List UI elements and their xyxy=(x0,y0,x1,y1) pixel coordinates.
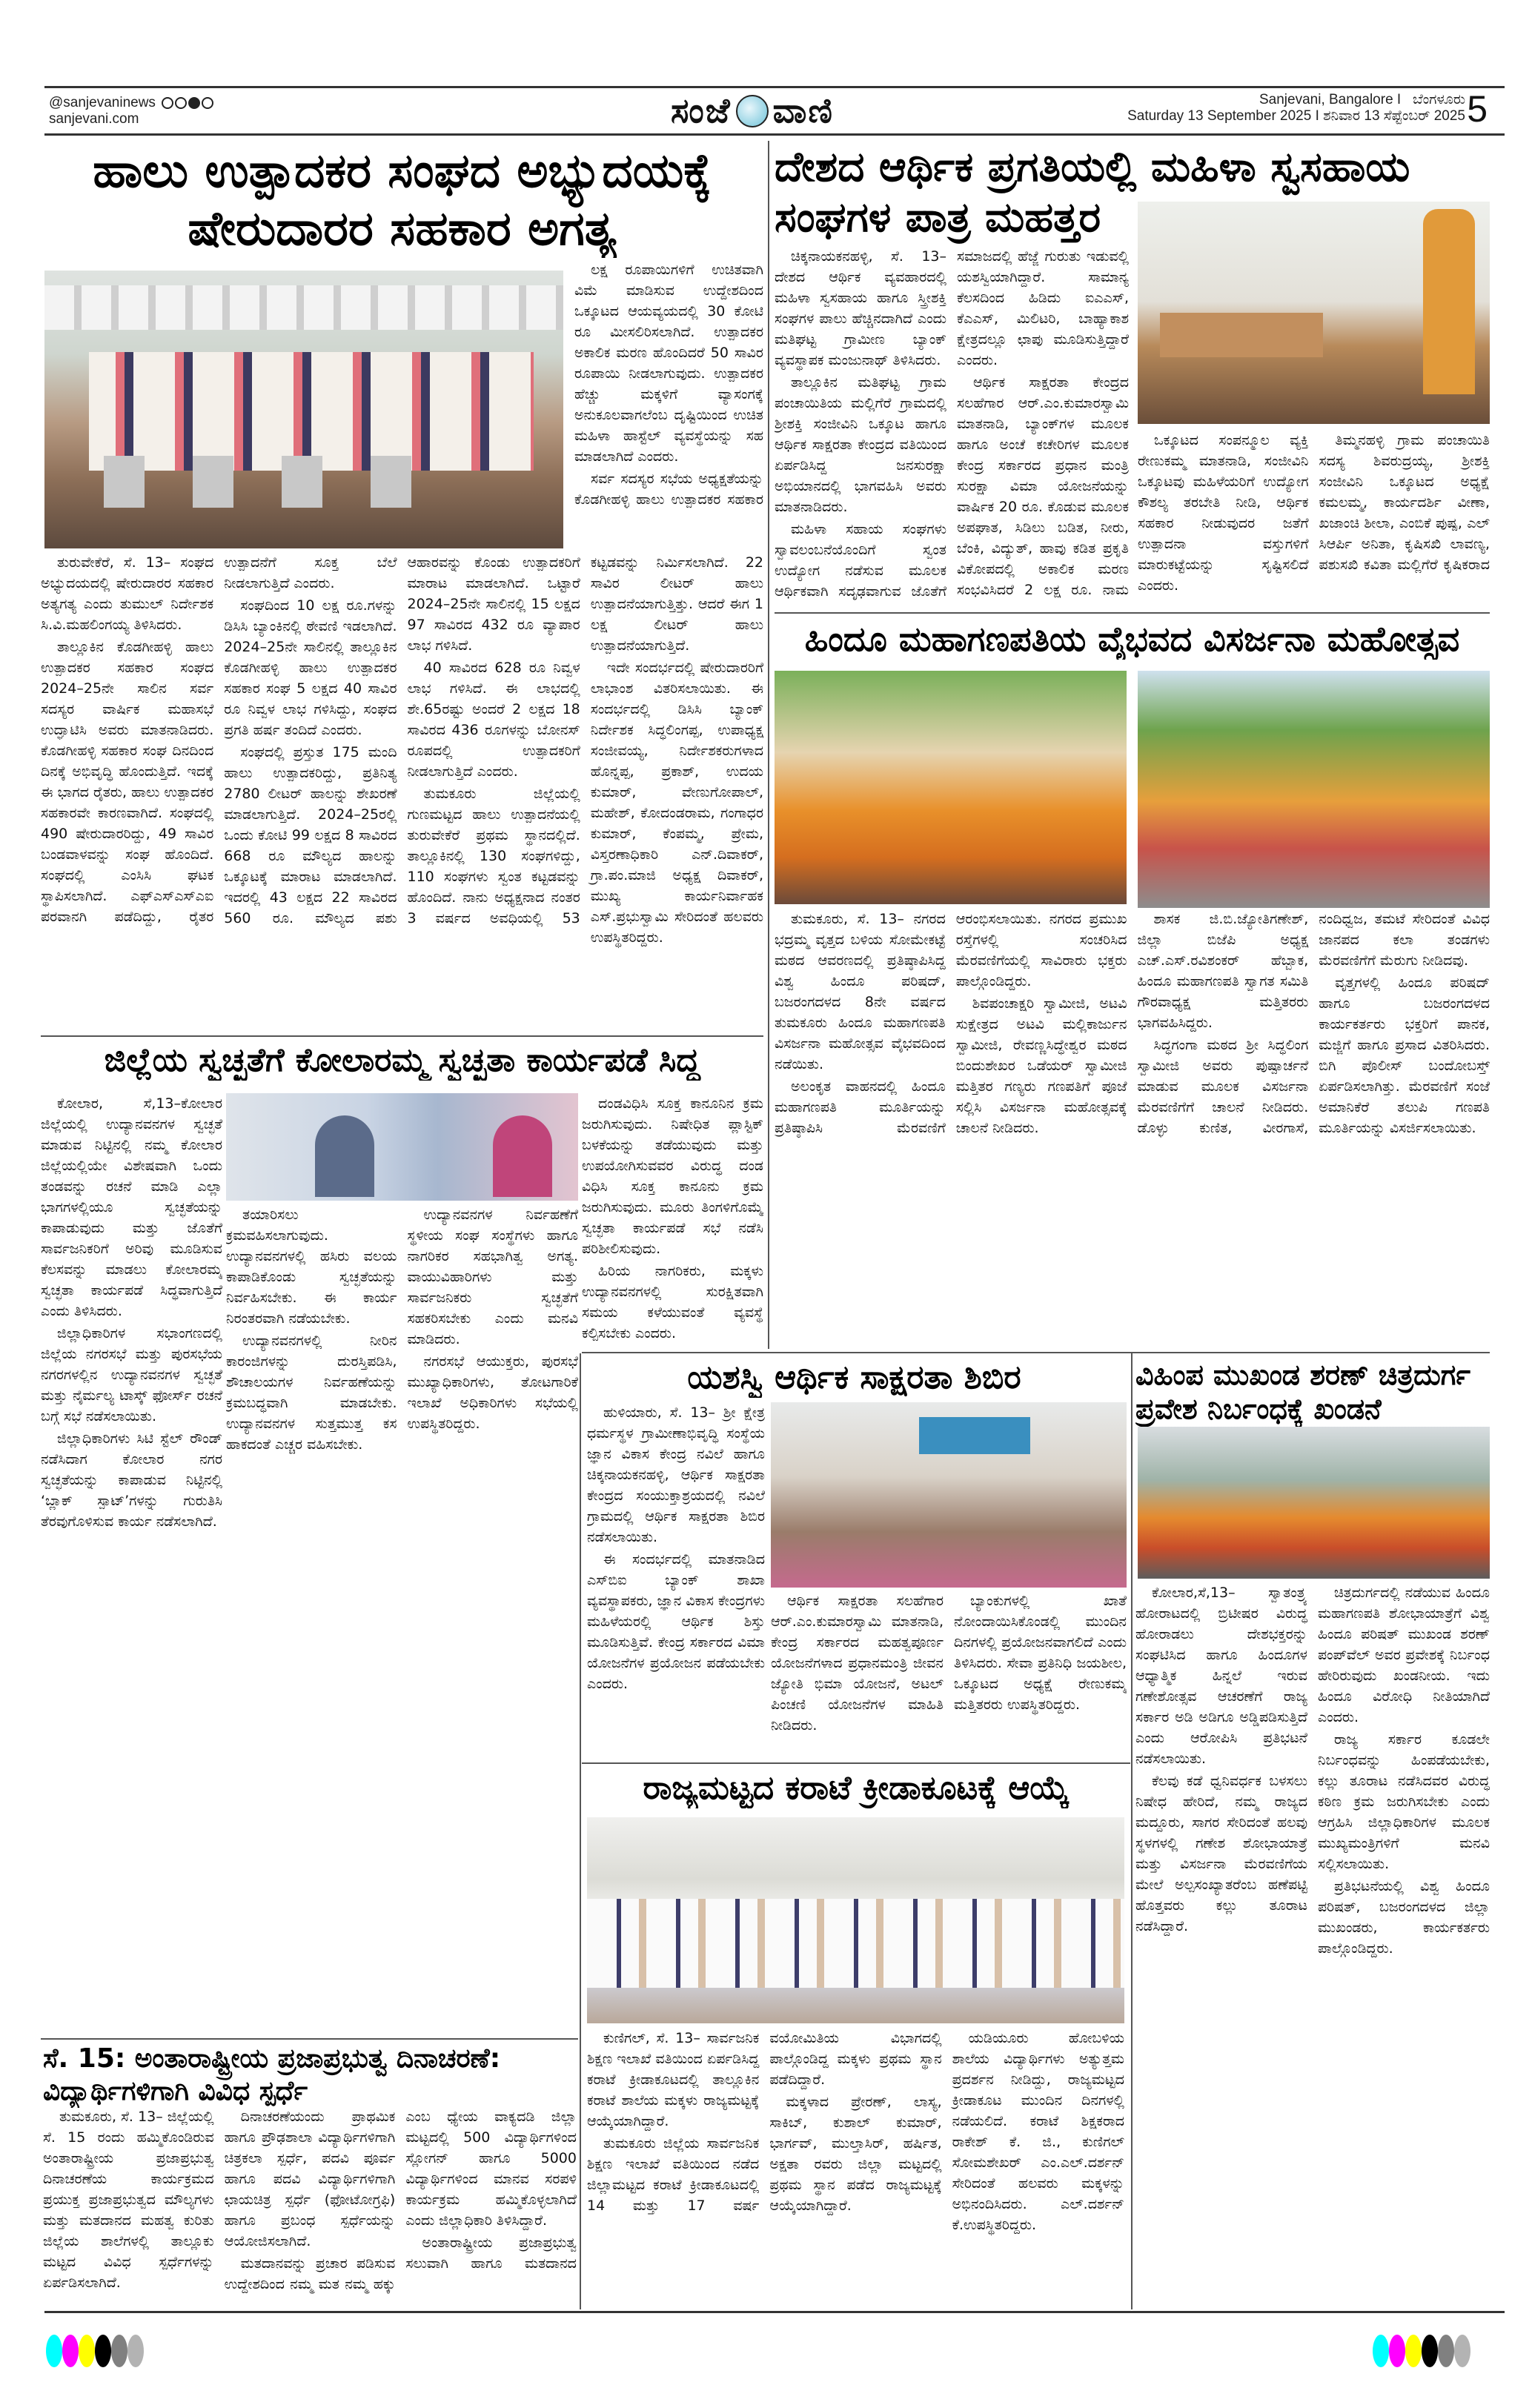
paragraph: ಮತದಾನವನ್ನು ಪ್ರಚಾರ ಪಡಿಸುವ ಉದ್ದೇಶದಿಂದ ನಮ್ಮ ಮತ ನಮ್ಮ ಹಕ್ಕು ಎಂಬ ಧ್ಯೇಯ ವಾಕ್ಯದಡಿ ಜಿಲ್ಲಾ ಮಟ್ಟದಲ್ಲಿ 500 ವಿದ್ಯಾರ್ಥಿಗಳಿಂದ ಸ್ಲೋಗನ್ ಹಾಗೂ 5000 ವಿದ್ಯಾರ್ಥಿಗಳಿಂದ ಮಾನವ ಸರಪಳಿ ಕಾರ್ಯಕ್ರಮ ಹಮ್ಮಿಕೊಳ್ಳಲಾಗಿದೆ ಎಂದು ಜಿಲ್ಲಾಧಿಕಾರಿ ತಿಳಿಸಿದ್ದಾರೆ. xyxy=(224,2109,577,2292)
registration-dot xyxy=(1373,2335,1389,2367)
paragraph: ಜಿಲ್ಲಾಧಿಕಾರಿಗಳ ಸಭಾಂಗಣದಲ್ಲಿ ಜಿಲ್ಲೆಯ ನಗರಸಭೆ ಮತ್ತು ಪುರಸಭೆಯ ನಗರಗಳಲ್ಲಿನ ಉದ್ಯಾನವನಗಳ ಸ್ವಚ್ಛತೆ ಮತ್ತು ನೈರ್ಮಲ್ಯ ಟಾಸ್ಕ್ ಫೋರ್ಸ್ ರಚನೆ ಬಗ್ಗೆ ಸಭೆ ನಡೆಸಲಾಯಿತು. xyxy=(41,1325,222,1424)
registration-dot xyxy=(127,2335,144,2367)
paragraph: ಉದ್ಯಾನವನಗಳ ನಿರ್ವಹಣೆಗೆ ಸ್ಥಳೀಯ ಸಂಘ ಸಂಸ್ಥೆಗಳು ಹಾಗೂ ನಾಗರಿಕರ ಸಹಭಾಗಿತ್ವ ಅಗತ್ಯ. ವಾಯುವಿಹಾರಿಗಳು ಮತ್ತು ಸಾರ್ವಜನಿಕರು ಸ್ವಚ್ಛತೆಗೆ ಸಹಕರಿಸಬೇಕು ಎಂದು ಮನವಿ ಮಾಡಿದರು. xyxy=(407,1207,578,1347)
paragraph: ಕುಣಿಗಲ್, ಸೆ. 13– ಸಾರ್ವಜನಿಕ ಶಿಕ್ಷಣ ಇಲಾಖೆ ವತಿಯಿಂದ ಏರ್ಪಡಿಸಿದ್ದ ಕರಾಟೆ ಕ್ರೀಡಾಕೂಟದಲ್ಲಿ ತಾಲ್ಲೂಕಿನ ಕರಾಟೆ ಶಾಲೆಯ ಮಕ್ಕಳು ರಾಜ್ಯಮಟ್ಟಕ್ಕೆ ಆಯ್ಕೆಯಾಗಿದ್ದಾರೆ. xyxy=(587,2030,760,2129)
column-divider xyxy=(580,1353,581,2309)
social-handle[interactable]: @sanjevaninews xyxy=(49,95,156,110)
kolar-clean-col2 xyxy=(226,1204,578,2034)
paragraph: ಅಂತಾರಾಷ್ಟ್ರೀಯ ಪ್ರಜಾಪ್ರಭುತ್ವ ಸಲುವಾಗಿ ಹಾಗೂ ಮತದಾನದ xyxy=(405,2235,577,2272)
paragraph: ಕೋಲಾರ,ಸೆ,13– ಸ್ವಾತಂತ್ರ್ಯ ಹೋರಾಟದಲ್ಲಿ ಬ್ರಿಟೀಷರ ವಿರುದ್ಧ ಹೋರಾಡಲು ದೇಶಭಕ್ತರನ್ನು ಸಂಘಟಿಸಿದ ಹಾಗೂ ಹಿಂದೂಗಳ ಆಧ್ಯಾತ್ಮಿಕ ಹಿನ್ನಲೆ ಇರುವ ಗಣೇಶೋತ್ಸವ ಆಚರಣೆಗೆ ರಾಜ್ಯ ಸರ್ಕಾರ ಅಡಿ ಅಡಿಗೂ ಅಡ್ಡಿಪಡಿಸುತ್ತಿದೆ ಎಂದು ಆರೋಪಿಸಿ ಪ್ರತಿಭಟನೆ ನಡೆಸಲಾಯಿತು. xyxy=(1135,1585,1307,1767)
section-divider xyxy=(41,2038,578,2040)
section-divider xyxy=(775,612,1490,614)
milk-side-text xyxy=(574,259,763,548)
paragraph: ತುಮಕೂರು ಜಿಲ್ಲೆಯ ಸಾರ್ವಜನಿಕ ಶಿಕ್ಷಣ ಇಲಾಖೆ ವತಿಯಿಂದ ನಡೆದ ಜಿಲ್ಲಾಮಟ್ಟದ ಕರಾಟೆ ಕ್ರೀಡಾಕೂಟದಲ್ಲಿ 14 ಮತ್ತು 17 ವರ್ಷ ವಯೋಮಿತಿಯ ವಿಭಾಗದಲ್ಲಿ ಪಾಲ್ಗೊಂಡಿದ್ದ ಮಕ್ಕಳು ಪ್ರಥಮ ಸ್ಥಾನ ಪಡೆದಿದ್ದಾರೆ. xyxy=(587,2030,942,2214)
paragraph: ಹಿರಿಯ ನಾಗರಿಕರು, ಮಕ್ಕಳು ಉದ್ಯಾನವನಗಳಲ್ಲಿ ಸುರಕ್ಷಿತವಾಗಿ ಸಮಯ ಕಳೆಯುವಂತೆ ವ್ಯವಸ್ಥೆ ಕಲ್ಪಿಸಬೇಕು ಎಂದರು. xyxy=(582,1263,763,1341)
photo-ganapati-pooja xyxy=(775,671,1127,904)
headline-line: ವಿದ್ಯಾರ್ಥಿಗಳಿಗಾಗಿ ವಿವಿಧ ಸ್ಪರ್ಧೆ xyxy=(43,2075,308,2106)
facebook-icon[interactable] xyxy=(162,97,173,109)
literacy-body-text xyxy=(587,1402,765,1762)
kolar-clean-col1 xyxy=(41,1093,222,2034)
photo-vhp-protest xyxy=(1138,1427,1490,1579)
shg-side-text xyxy=(1138,430,1490,608)
paragraph: ಸರ್ವ ಸದಸ್ಯರ ಸಭೆಯ ಅಧ್ಯಕ್ಷತೆಯನ್ನು ಕೊಡಗೀಹಳ್ಳಿ ಹಾಲು ಉತ್ಪಾದಕರ ಸಹಕಾರ xyxy=(574,471,763,508)
paragraph: ಸಿದ್ಧಗಂಗಾ ಮಠದ ಶ್ರೀ ಸಿದ್ಧಲಿಂಗ ಸ್ವಾಮೀಜಿ ಅವರು ಪುಷ್ಪಾರ್ಚನೆ ಮಾಡುವ ಮೂಲಕ ವಿಸರ್ಜನಾ ಮೆರವಣಿಗೆಗೆ ಚಾಲನೆ ನೀಡಿದರು. ಡೊಳ್ಳು ಕುಣಿತ, ವೀರಗಾಸೆ, ನಂದಿಧ್ವಜ, ತಮಟೆ ಸೇರಿದಂತೆ ವಿವಿಧ ಜಾನಪದ ಕಲಾ ತಂಡಗಳು ಮೆರವಣಿಗೆಗೆ ಮೆರುಗು ನೀಡಿದವು. xyxy=(1137,911,1490,1136)
headline-line: ದೇಶದ ಆರ್ಥಿಕ ಪ್ರಗತಿಯಲ್ಲಿ ಮಹಿಳಾ ಸ್ವಸಹಾಯ xyxy=(775,143,1410,191)
paragraph: ತುರುವೇಕೆರೆ, ಸೆ. 13– ಸಂಘದ ಅಭ್ಯುದಯದಲ್ಲಿ ಷೇರುದಾರರ ಸಹಕಾರ ಅತ್ಯಗತ್ಯ ಎಂದು ತುಮುಲ್ ನಿರ್ದೇಶಕ ಸಿ.ವಿ.ಮಹಲಿಂಗಯ್ಯ ತಿಳಿಸಿದರು. xyxy=(41,554,214,633)
paragraph: ಆರ್ಥಿಕ ಸಾಕ್ಷರತಾ ಸಲಹೆಗಾರ ಆರ್.ಎಂ.ಕುಮಾರಸ್ವಾಮಿ ಮಾತನಾಡಿ, ಕೇಂದ್ರ ಸರ್ಕಾರದ ಮಹತ್ವಪೂರ್ಣ ಯೋಜನೆಗಳಾದ ಪ್ರಧಾನಮಂತ್ರಿ ಜೀವನ ಜ್ಯೋತಿ ಭಿಮಾ ಯೋಜನೆ, ಅಟಲ್ ಪಿಂಚಣಿ ಯೋಜನೆಗಳ ಮಾಹಿತಿ ನೀಡಿದರು. xyxy=(771,1593,944,1734)
paragraph: ತಾಲ್ಲೂಕಿನ ಮತಿಘಟ್ಟ ಗ್ರಾಮ ಪಂಚಾಯಿತಿಯ ಮಲ್ಲಿಗೆರೆ ಗ್ರಾಮದಲ್ಲಿ ಶ್ರೀಶಕ್ತಿ ಸಂಜೀವಿನಿ ಒಕ್ಕೂಟ ಹಾಗೂ ಆರ್ಥಿಕ ಸಾಕ್ಷರತಾ ಕೇಂದ್ರದ ವತಿಯಿಂದ ಏರ್ಪಡಿಸಿದ್ದ ಜನಸುರಕ್ಷಾ ಅಭಿಯಾನದಲ್ಲಿ ಭಾಗವಹಿಸಿ ಅವರು ಮಾತನಾಡಿದರು. xyxy=(775,374,946,515)
youtube-icon[interactable] xyxy=(188,97,200,109)
twitter-icon[interactable] xyxy=(202,97,213,109)
paragraph: ಸಂಘದಿಂದ 10 ಲಕ್ಷ ರೂ.ಗಳನ್ನು ಡಿಸಿಸಿ ಬ್ಯಾಂಕಿನಲ್ಲಿ ಠೇವಣಿ ಇಡಲಾಗಿದೆ. 2024–25ನೇ ಸಾಲಿನಲ್ಲಿ ತಾಲ್ಲೂಕಿನ ಕೊಡಗೀಹಳ್ಳಿ ಹಾಲು ಉತ್ಪಾದಕರ ಸಹಕಾರ ಸಂಘ 5 ಲಕ್ಷದ 40 ಸಾವಿರ ರೂ ನಿವ್ವಳ ಲಾಭ ಗಳಿಸಿದ್ದು, ಸಂಘದ ಪ್ರಗತಿ ಹರ್ಷ ತಂದಿದೆ ಎಂದರು. xyxy=(224,597,397,738)
headline-line: ವಿಹಿಂಪ ಮುಖಂಡ ಶರಣ್ ಚಿತ್ರದುರ್ಗ xyxy=(1135,1359,1470,1391)
city: ಬೆಂಗಳೂರು xyxy=(1413,92,1465,107)
paragraph: ಉದ್ಯಾನವನಗಳಲ್ಲಿ ನೀರಿನ ಕಾರಂಜಿಗಳನ್ನು ದುರಸ್ತಿಪಡಿಸಿ, ಶೌಚಾಲಯಗಳ ನಿರ್ವಹಣೆಯನ್ನು ಕ್ರಮಬದ್ಧವಾಗಿ ಮಾಡಬೇಕು. ಉದ್ಯಾನವನಗಳ ಸುತ್ತಮುತ್ತ ಕಸ ಹಾಕದಂತೆ ಎಚ್ಚರ ವಹಿಸಬೇಕು. xyxy=(226,1333,397,1453)
paragraph: ಅಲಂಕೃತ ವಾಹನದಲ್ಲಿ ಹಿಂದೂ ಮಹಾಗಣಪತಿ ಮೂರ್ತಿಯನ್ನು ಪ್ರತಿಷ್ಠಾಪಿಸಿ ಮೆರವಣಿಗೆ ಆರಂಭಿಸಲಾಯಿತು. ನಗರದ ಪ್ರಮುಖ ರಸ್ತೆಗಳಲ್ಲಿ ಸಂಚರಿಸಿದ ಮೆರವಣಿಗೆಯಲ್ಲಿ ಸಾವಿರಾರು ಭಕ್ತರು ಪಾಲ್ಗೊಂಡಿದ್ದರು. xyxy=(775,911,1127,1136)
paragraph: ತಯಾರಿಸಲು ಕ್ರಮವಹಿಸಲಾಗುವುದು. ಉದ್ಯಾನವನಗಳಲ್ಲಿ ಹಸಿರು ವಲಯ ಕಾಪಾಡಿಕೊಂಡು ಸ್ವಚ್ಛತೆಯನ್ನು ನಿರ್ವಹಿಸಬೇಕು. ಈ ಕಾರ್ಯ ನಿರಂತರವಾಗಿ ನಡೆಯಬೇಕು. xyxy=(226,1207,397,1327)
literacy-below-text xyxy=(771,1591,1127,1761)
paragraph: ತುಮಕೂರು ಜಿಲ್ಲೆಯಲ್ಲಿ ಗುಣಮಟ್ಟದ ಹಾಲು ಉತ್ಪಾದನೆಯಲ್ಲಿ ತುರುವೇಕೆರೆ ಪ್ರಥಮ ಸ್ಥಾನದಲ್ಲಿದೆ. ತಾಲ್ಲೂಕಿನಲ್ಲಿ 130 ಸಂಘಗಳಿದ್ದು, 110 ಸಂಘಗಳು ಸ್ವಂತ ಕಟ್ಟಡವನ್ನು ಹೊಂದಿದೆ. ನಾನು ಅಧ್ಯಕ್ಷನಾದ ನಂತರ 3 ವರ್ಷದ ಅವಧಿಯಲ್ಲಿ 53 ಕಟ್ಟಡವನ್ನು ನಿರ್ಮಿಸಲಾಗಿದೆ. 22 ಸಾವಿರ ಲೀಟರ್ ಹಾಲು ಉತ್ಪಾದನೆಯಾಗುತ್ತಿತ್ತು. ಆದರೆ ಈಗ 1 ಲಕ್ಷ ಲೀಟರ್ ಹಾಲು ಉತ್ಪಾದನೆಯಾಗುತ್ತಿದೆ. xyxy=(407,554,763,926)
registration-dot xyxy=(1454,2335,1470,2367)
section-divider xyxy=(582,1352,1490,1353)
ganapati-body-text xyxy=(775,909,1490,1350)
masthead-emblem-icon xyxy=(736,95,769,127)
headline-line: ಸಂಘಗಳ ಪಾತ್ರ ಮಹತ್ತರ xyxy=(775,193,1101,242)
paragraph: ದಿನಾಚರಣೆಯಂದು ಪ್ರಾಥಮಿಕ ಹಾಗೂ ಪ್ರೌಢಶಾಲಾ ವಿದ್ಯಾರ್ಥಿಗಳಿಗಾಗಿ ಚಿತ್ರಕಲಾ ಸ್ಪರ್ಧೆ, ಪದವಿ ಪೂರ್ವ ಹಾಗೂ ಪದವಿ ವಿದ್ಯಾರ್ಥಿಗಳಿಗಾಗಿ ಛಾಯಚಿತ್ರ ಸ್ಪರ್ಧೆ (ಫೋಟೋಗ್ರಫಿ) ಹಾಗೂ ಪ್ರಬಂಧ ಸ್ಪರ್ಧೆಯನ್ನು ಆಯೋಜಿಸಲಾಗಿದೆ. xyxy=(224,2109,396,2249)
paragraph: ಶಿವಪಂಚಾಕ್ಷರಿ ಸ್ವಾಮೀಜಿ, ಅಟವಿ ಸುಕ್ಷೇತ್ರದ ಅಟವಿ ಮಲ್ಲಿಕಾರ್ಜುನ ಸ್ವಾಮೀಜಿ, ರೇವಣ್ಣಸಿದ್ಧೇಶ್ವರ ಮಠದ ಬಿಂದುಶೇಖರ ಒಡೆಯರ್ ಸ್ವಾಮೀಜಿ ಮತ್ತಿತರ ಗಣ್ಯರು ಗಣಪತಿಗೆ ಪೂಜೆ ಸಲ್ಲಿಸಿ ವಿಸರ್ಜನಾ ಮಹೋತ್ಸವಕ್ಕೆ ಚಾಲನೆ ನೀಡಿದರು. xyxy=(955,995,1127,1136)
registration-dot xyxy=(111,2335,127,2367)
paragraph: 40 ಸಾವಿರದ 628 ರೂ ನಿವ್ವಳ ಲಾಭ ಗಳಿಸಿದೆ. ಈ ಲಾಭದಲ್ಲಿ ಶೇ.65ರಷ್ಟು ಅಂದರೆ 2 ಲಕ್ಷದ 18 ಸಾವಿರದ 436 ರೂಗಳನ್ನು ಬೋನಸ್ ರೂಪದಲ್ಲಿ ಉತ್ಪಾದಕರಿಗೆ ನೀಡಲಾಗುತ್ತಿದೆ ಎಂದರು. xyxy=(407,660,580,780)
paragraph: ಜಿಲ್ಲಾಧಿಕಾರಿಗಳು ಸಿಟಿ ಸ್ಟೆಲ್ ರೌಂಡ್ ನಡೆಸಿದಾಗ ಕೋಲಾರ ನಗರ ಸ್ವಚ್ಛತೆಯನ್ನು ಕಾಪಾಡುವ ನಿಟ್ಟಿನಲ್ಲಿ ‘ಬ್ಲಾಕ್ ಸ್ಪಾಟ್’ಗಳನ್ನು ಗುರುತಿಸಿ ತೆರವುಗೊಳಿಸುವ ಕಾರ್ಯ ನಡೆಸಲಾಗಿದೆ. xyxy=(41,1430,222,1530)
paragraph: ಚಿತ್ರದುರ್ಗದಲ್ಲಿ ನಡೆಯುವ ಹಿಂದೂ ಮಹಾಗಣಪತಿ ಶೋಭಾಯಾತ್ರೆಗೆ ವಿಶ್ವ ಹಿಂದೂ ಪರಿಷತ್ ಮುಖಂಡ ಶರಣ್ ಪಂಪ್‌ವೆಲ್ ಅವರ ಪ್ರವೇಶಕ್ಕೆ ನಿರ್ಬಂಧ ಹೇರಿರುವುದು ಖಂಡನೀಯ. ಇದು ಹಿಂದೂ ವಿರೋಧಿ ನೀತಿಯಾಗಿದೆ ಎಂದರು. xyxy=(1318,1585,1490,1725)
registration-dot xyxy=(1422,2335,1438,2367)
democracy-body-text xyxy=(43,2106,577,2308)
paragraph: ಚಿಕ್ಕನಾಯಕನಹಳ್ಳಿ, ಸೆ. 13– ದೇಶದ ಆರ್ಥಿಕ ವ್ಯವಹಾರದಲ್ಲಿ ಮಹಿಳಾ ಸ್ವಸಹಾಯ ಹಾಗೂ ಸ್ತ್ರೀಶಕ್ತಿ ಸಂಘಗಳ ಪಾಲು ಹೆಚ್ಚಿನದಾಗಿದೆ ಎಂದು ಮತಿಘಟ್ಟ ಗ್ರಾಮೀಣ ಬ್ಯಾಂಕ್ ವ್ಯವಸ್ಥಾಪಕ ಮಂಜುನಾಥ್ ತಿಳಿಸಿದರು. xyxy=(775,248,946,368)
paragraph: ಆರ್ಥಿಕ ಸಾಕ್ಷರತಾ ಕೇಂದ್ರದ ಸಲಹೆಗಾರ ಆರ್.ಎಂ.ಕುಮಾರಸ್ವಾಮಿ ಮಾತನಾಡಿ, ಬ್ಯಾಂಕ್‌ಗಳ ಮೂಲಕ ಹಾಗೂ ಅಂಚೆ ಕಚೇರಿಗಳ ಮೂಲಕ ಕೇಂದ್ರ ಸರ್ಕಾರದ ಪ್ರಧಾನ ಮಂತ್ರಿ ಸುರಕ್ಷಾ ವಿಮಾ ಯೋಜನೆಯನ್ನು ವಾರ್ಷಿಕ 20 ರೂ. ಕೊಡುವ ಮೂಲಕ ಅಪಘಾತ, ಸಿಡಿಲು ಬಡಿತ, ನೀರು, ಬೆಂಕಿ, ವಿದ್ಯುತ್, ಹಾವು ಕಡಿತ ಪ್ರಕೃತಿ ವಿಕೋಪದಲ್ಲಿ ಅಕಾಲಿಕ ಮರಣ ಸಂಭವಿಸಿದರೆ 2 ಲಕ್ಷ ರೂ. ನಾಮ xyxy=(957,374,1129,598)
masthead-logo xyxy=(671,90,834,132)
column-divider xyxy=(768,141,769,1349)
registration-dot xyxy=(1405,2335,1422,2367)
registration-marks-right xyxy=(1373,2335,1521,2372)
edition: Sanjevani, Bangalore I xyxy=(1259,92,1402,107)
paragraph: ಬ್ಯಾಂಕುಗಳಲ್ಲಿ ಖಾತೆ ನೋಂದಾಯಿಸಿಕೊಂಡಲ್ಲಿ ಮುಂದಿನ ದಿನಗಳಲ್ಲಿ ಪ್ರಯೋಜನವಾಗಲಿದೆ ಎಂದು ತಿಳಿಸಿದರು. ಸೇವಾ ಪ್ರತಿನಿಧಿ ಜಯಶೀಲ, ಒಕ್ಕೂಟದ ಅಧ್ಯಕ್ಷೆ ರೇಣುಕಮ್ಮ ಮತ್ತಿತರರು ಉಪಸ್ಥಿತರಿದ್ದರು. xyxy=(954,1593,1127,1713)
paragraph: ತುಮಕೂರು, ಸೆ. 13– ಜಿಲ್ಲೆಯಲ್ಲಿ ಸೆ. 15 ರಂದು ಹಮ್ಮಿಕೊಂಡಿರುವ ಅಂತಾರಾಷ್ಟ್ರೀಯ ಪ್ರಜಾಪ್ರಭುತ್ವ ದಿನಾಚರಣೆಯ ಕಾರ್ಯಕ್ರಮದ ಪ್ರಯುಕ್ತ ಪ್ರಜಾಪ್ರಭುತ್ವದ ಮೌಲ್ಯಗಳು ಮತ್ತು ಮತದಾನದ ಮಹತ್ವ ಕುರಿತು ಜಿಲ್ಲೆಯ ಶಾಲೆಗಳಲ್ಲಿ ತಾಲ್ಲೂಕು ಮಟ್ಟದ ವಿವಿಧ ಸ್ಪರ್ಧೆಗಳನ್ನು ಏರ್ಪಡಿಸಲಾಗಿದೆ. xyxy=(43,2109,214,2291)
paragraph: ಯಡಿಯೂರು ಹೋಬಳಿಯ ಶಾಲೆಯ ವಿದ್ಯಾರ್ಥಿಗಳು ಅತ್ಯುತ್ತಮ ಪ್ರದರ್ಶನ ನೀಡಿದ್ದು, ರಾಜ್ಯಮಟ್ಟದ ಕ್ರೀಡಾಕೂಟ ಮುಂದಿನ ದಿನಗಳಲ್ಲಿ ನಡೆಯಲಿದೆ. ಕರಾಟೆ ಶಿಕ್ಷಕರಾದ ರಾಕೇಶ್ ಕೆ. ಜಿ., ಕುಣಿಗಲ್ ಸೋಮಶೇಖರ್ ಎಂ.ಎಲ್.ದರ್ಶನ್ ಸೇರಿದಂತೆ ಹಲವರು ಮಕ್ಕಳನ್ನು ಅಭಿನಂದಿಸಿದರು. ಎಲ್.ದರ್ಶನ್ ಕೆ.ಉಪಸ್ಥಿತರಿದ್ದರು. xyxy=(952,2030,1124,2233)
section-divider xyxy=(582,1762,1130,1764)
headline-line: ಹಾಲು ಉತ್ಪಾದಕರ ಸಂಘದ ಅಭ್ಯುದಯಕ್ಕೆ xyxy=(93,144,712,199)
social-block xyxy=(49,95,213,127)
registration-dot xyxy=(95,2335,111,2367)
paragraph: ಇದೇ ಸಂದರ್ಭದಲ್ಲಿ ಷೇರುದಾರರಿಗೆ ಲಾಭಾಂಶ ವಿತರಿಸಲಾಯಿತು. ಈ ಸಂದರ್ಭದಲ್ಲಿ ಡಿಸಿಸಿ ಬ್ಯಾಂಕ್ ನಿರ್ದೇಶಕ ಸಿದ್ಧಲಿಂಗಪ್ಪ, ಉಪಾಧ್ಯಕ್ಷ ಸಂಜೀವಯ್ಯ, ನಿರ್ದೇಶಕರುಗಳಾದ ಹೊನ್ನಪ್ಪ, ಪ್ರಕಾಶ್, ಉದಯ ಕುಮಾರ್, ವೇಣುಗೋಪಾಲ್, ಮಹೇಶ್, ಕೋದಂಡರಾಮ, ಗಂಗಾಧರ ಕುಮಾರ್, ಕೆಂಪಮ್ಮ, ಪ್ರೇಮ, ವಿಸ್ತರಣಾಧಿಕಾರಿ ಎನ್.ದಿವಾಕರ್, ಗ್ರಾ.ಪಂ.ಮಾಜಿ ಅಧ್ಯಕ್ಷ ದಿವಾಕರ್, ಮುಖ್ಯ ಕಾರ್ಯನಿರ್ವಾಹಕ ಎಸ್.ಪ್ರಭುಸ್ವಾಮಿ ಸೇರಿದಂತೆ ಹಲವರು ಉಪಸ್ಥಿತರಿದ್ದರು. xyxy=(590,660,763,946)
paragraph: ದಂಡವಿಧಿಸಿ ಸೂಕ್ತ ಕಾನೂನಿನ ಕ್ರಮ ಜರುಗಿಸುವುದು. ನಿಷೇಧಿತ ಪ್ಲಾಸ್ಟಿಕ್ ಬಳಕೆಯನ್ನು ತಡೆಯುವುದು ಮತ್ತು ಉಪಯೋಗಿಸುವವರ ವಿರುದ್ಧ ದಂಡ ವಿಧಿಸಿ ಸೂಕ್ತ ಕಾನೂನು ಕ್ರಮ ಜರುಗಿಸುವುದು. ಮೂರು ತಿಂಗಳಿಗೊಮ್ಮೆ ಸ್ವಚ್ಛತಾ ಕಾರ್ಯಪಡೆ ಸಭೆ ನಡೆಸಿ ಪರಿಶೀಲಿಸುವುದು. xyxy=(582,1095,763,1257)
paragraph: ರಾಜ್ಯ ಸರ್ಕಾರ ಕೂಡಲೇ ನಿರ್ಬಂಧವನ್ನು ಹಿಂಪಡೆಯಬೇಕು, ಕಲ್ಲು ತೂರಾಟ ನಡೆಸಿದವರ ವಿರುದ್ಧ ಕಠಿಣ ಕ್ರಮ ಜರುಗಿಸಬೇಕು ಎಂದು ಆಗ್ರಹಿಸಿ ಜಿಲ್ಲಾಧಿಕಾರಿಗಳ ಮೂಲಕ ಮುಖ್ಯಮಂತ್ರಿಗಳಿಗೆ ಮನವಿ ಸಲ್ಲಿಸಲಾಯಿತು. xyxy=(1318,1731,1490,1872)
milk-body-text xyxy=(41,552,763,1034)
bottom-rule xyxy=(44,2311,1505,2313)
kolar-clean-col3 xyxy=(582,1093,763,1349)
paragraph: ಮಹಿಳಾ ಸಹಾಯ ಸಂಘಗಳು ಸ್ವಾವಲಂಬನೆಯೊಂದಿಗೆ ಸ್ವಂತ ಉದ್ಯೋಗ ನಡೆಸುವ ಮೂಲಕ ಆರ್ಥಿಕವಾಗಿ ಸದೃಢವಾಗುವ ಜೊತೆಗೆ ಸಮಾಜದಲ್ಲಿ ಹೆಜ್ಜೆ ಗುರುತು ಇಡುವಲ್ಲಿ ಯಶಸ್ವಿಯಾಗಿದ್ದಾರೆ. ಸಾಮಾನ್ಯ ಕೆಲಸದಿಂದ ಹಿಡಿದು ಐಎಎಸ್, ಕೆಎಎಸ್, ಮಿಲಿಟರಿ, ಬಾಹ್ಯಾಕಾಶ ಕ್ಷೇತ್ರದಲ್ಲೂ ಛಾಪು ಮೂಡಿಸುತ್ತಿದ್ದಾರೆ ಎಂದರು. xyxy=(775,248,1129,600)
header-rule xyxy=(44,133,1505,136)
photo-milk-society-members xyxy=(44,271,563,548)
page-number: 5 xyxy=(1467,88,1488,130)
paragraph: ತುಮಕೂರು, ಸೆ. 13– ನಗರದ ಭದ್ರಮ್ಮ ವೃತ್ತದ ಬಳಿಯ ಸೋಮೇಕಟ್ಟೆ ಮಠದ ಆವರಣದಲ್ಲಿ ಪ್ರತಿಷ್ಠಾಪಿಸಿದ್ದ ವಿಶ್ವ ಹಿಂದೂ ಪರಿಷದ್, ಬಜರಂಗದಳದ 8ನೇ ವರ್ಷದ ತುಮಕೂರು ಹಿಂದೂ ಮಹಾಗಣಪತಿ ವಿಸರ್ಜನಾ ಮಹೋತ್ಸವ ವೈಭವದಿಂದ ನಡೆಯಿತು. xyxy=(775,911,946,1072)
paragraph: ಶಾಸಕ ಜಿ.ಬಿ.ಜ್ಯೋತಿಗಣೇಶ್, ಜಿಲ್ಲಾ ಬಿಜೆಪಿ ಅಧ್ಯಕ್ಷ ಎಚ್.ಎಸ್.ರವಿಶಂಕರ್ ಹೆಬ್ಬಾಕ, ಹಿಂದೂ ಮಹಾಗಣಪತಿ ಸ್ವಾಗತ ಸಮಿತಿ ಗೌರವಾಧ್ಯಕ್ಷ ಮತ್ತಿತರರು ಭಾಗವಹಿಸಿದ್ದರು. xyxy=(1137,911,1309,1031)
paragraph: ಪ್ರತಿಭಟನೆಯಲ್ಲಿ ವಿಶ್ವ ಹಿಂದೂ ಪರಿಷತ್, ಬಜರಂಗದಳದ ಜಿಲ್ಲಾ ಮುಖಂಡರು, ಕಾರ್ಯಕರ್ತರು ಪಾಲ್ಗೊಂಡಿದ್ದರು. xyxy=(1318,1878,1490,1957)
headline-milk-society xyxy=(41,142,763,258)
paragraph: ತಾಲ್ಲೂಕಿನ ಕೊಡಗೀಹಳ್ಳಿ ಹಾಲು ಉತ್ಪಾದಕರ ಸಹಕಾರ ಸಂಘದ 2024–25ನೇ ಸಾಲಿನ ಸರ್ವ ಸದಸ್ಯರ ವಾರ್ಷಿಕ ಮಹಾಸಭೆ ಉದ್ಘಾಟಿಸಿ ಅವರು ಮಾತನಾಡಿದರು. ಕೊಡಗೀಹಳ್ಳಿ ಸಹಕಾರ ಸಂಘ ದಿನದಿಂದ ದಿನಕ್ಕೆ ಅಭಿವೃದ್ಧಿ ಹೊಂದುತ್ತಿದೆ. ಇದಕ್ಕೆ ಈ ಭಾಗದ ರೈತರು, ಹಾಲು ಉತ್ಪಾದಕರ ಸಹಕಾರವೇ ಕಾರಣವಾಗಿದೆ. ಸಂಘದಲ್ಲಿ 490 ಷೇರುದಾರರಿದ್ದು, 49 ಸಾವಿರ ಬಂಡವಾಳವನ್ನು ಸಂಘ ಹೊಂದಿದೆ. ಸಂಘದಲ್ಲಿ ಎಂಸಿಸಿ ಘಟಕ ಸ್ಥಾಪಿಸಲಾಗಿದೆ. ಎಫ್‌ಎಸ್‌ಎಸ್‌ಎಐ ಪರವಾನಗಿ ಪಡೆದಿದ್ದು, ರೈತರ ಉತ್ಪಾದನೆಗೆ ಸೂಕ್ತ ಬೆಲೆ ನೀಡಲಾಗುತ್ತಿದೆ ಎಂದರು. xyxy=(41,554,397,925)
shg-body-text xyxy=(775,246,1129,609)
paragraph: ಲಕ್ಷ ರೂಪಾಯಿಗಳಿಗೆ ಉಚಿತವಾಗಿ ವಿಮೆ ಮಾಡಿಸುವ ಉದ್ದೇಶದಿಂದ ಒಕ್ಕೂಟದ ಆಯವ್ಯಯದಲ್ಲಿ 30 ಕೋಟಿ ರೂ ಮೀಸಲಿರಿಸಲಾಗಿದೆ. ಉತ್ಪಾದಕರ ಅಕಾಲಿಕ ಮರಣ ಹೊಂದಿದರೆ 50 ಸಾವಿರ ರೂಪಾಯಿ ನೀಡಲಾಗುವುದು. ಉತ್ಪಾದಕರ ಹೆಚ್ಚು ಮಕ್ಕಳಿಗೆ ವ್ಯಾಸಂಗಕ್ಕೆ ಅನುಕೂಲವಾಗಲೆಂಬ ದೃಷ್ಟಿಯಿಂದ ಉಚಿತ ಮಹಿಳಾ ಹಾಸ್ಟೆಲ್ ವ್ಯವಸ್ಥೆಯನ್ನು ಸಹ ಮಾಡಲಾಗಿದೆ ಎಂದರು. xyxy=(574,262,763,465)
paragraph: ವೃತ್ತಗಳಲ್ಲಿ ಹಿಂದೂ ಪರಿಷದ್ ಹಾಗೂ ಬಜರಂಗದಳದ ಕಾರ್ಯಕರ್ತರು ಭಕ್ತರಿಗೆ ಪಾನಕ, ಮಜ್ಜಿಗೆ ಹಾಗೂ ಪ್ರಸಾದ ವಿತರಿಸಿದರು. ಬಿಗಿ ಪೊಲೀಸ್ ಬಂದೋಬಸ್ತ್ ಏರ್ಪಡಿಸಲಾಗಿತ್ತು. ಮೆರವಣಿಗೆ ಸಂಜೆ ಅಮಾನಿಕೆರೆ ತಲುಪಿ ಗಣಪತಿ ಮೂರ್ತಿಯನ್ನು ವಿಸರ್ಜಿಸಲಾಯಿತು. xyxy=(1319,975,1490,1136)
headline-line: ಸೆ. 15: ಅಂತಾರಾಷ್ಟ್ರೀಯ ಪ್ರಜಾಪ್ರಭುತ್ವ ದಿನಾಚರಣೆ: xyxy=(43,2043,501,2074)
headline-line: ಪ್ರವೇಶ ನಿರ್ಬಂಧಕ್ಕೆ ಖಂಡನೆ xyxy=(1135,1393,1382,1426)
photo-kolar-meeting xyxy=(226,1093,578,1201)
registration-marks-left xyxy=(46,2335,194,2372)
headline-democracy-day xyxy=(43,2043,578,2108)
headline-kolar-cleanliness: ಜಿಲ್ಲೆಯ ಸ್ವಚ್ಛತೆಗೆ ಕೋಲಾರಮ್ಮ ಸ್ವಚ್ಛತಾ ಕಾರ್ಯಪಡೆ ಸಿದ್ಧ xyxy=(104,1041,700,1079)
photo-karate-students xyxy=(587,1817,1124,2023)
photo-ganapati-procession xyxy=(1138,671,1490,908)
headline-karate: ರಾಜ್ಯಮಟ್ಟದ ಕರಾಟೆ ಕ್ರೀಡಾಕೂಟಕ್ಕೆ ಆಯ್ಕೆ xyxy=(643,1769,1070,1807)
top-rule xyxy=(44,86,1505,88)
paragraph: ಒಕ್ಕೂಟದ ಸಂಪನ್ಮೂಲ ವ್ಯಕ್ತಿ ರೇಣುಕಮ್ಮ ಮಾತನಾಡಿ, ಸಂಜೀವಿನಿ ಒಕ್ಕೂಟವು ಮಹಿಳೆಯರಿಗೆ ಉದ್ಯೋಗ ಕೌಶಲ್ಯ ತರಬೇತಿ ನೀಡಿ, ಆರ್ಥಿಕ ಸಹಕಾರ ನೀಡುವುದರ ಜತೆಗೆ ಉತ್ಪಾದನಾ ವಸ್ತುಗಳಿಗೆ ಮಾರುಕಟ್ಟೆಯನ್ನು ಸೃಷ್ಟಿಸಲಿದೆ ಎಂದರು. xyxy=(1138,432,1309,594)
paragraph: ತಿಮ್ಮನಹಳ್ಳಿ ಗ್ರಾಮ ಪಂಚಾಯಿತಿ ಸದಸ್ಯ ಶಿವರುದ್ರಯ್ಯ, ಶ್ರೀಶಕ್ತಿ ಸಂಜೀವಿನಿ ಒಕ್ಕೂಟದ ಅಧ್ಯಕ್ಷೆ ಕಮಲಮ್ಮ, ಕಾರ್ಯದರ್ಶಿ ವೀಣಾ, ಖಜಾಂಚಿ ಶೀಲಾ, ಎಂಬಿಕೆ ಪುಷ್ಪ, ಎಲ್ ಸಿಆರ್ಪಿ ಅನಿತಾ, ಕೃಷಿಸಖಿ ಲಾವಣ್ಯ, ಪಶುಸಖಿ ಕವಿತಾ ಮಲ್ಲಿಗೆರೆ ಕೃಷಿಕರಾದ xyxy=(1319,432,1490,573)
karate-body-text xyxy=(587,2028,1124,2309)
headline-line: ಷೇರುದಾರರ ಸಹಕಾರ ಅಗತ್ಯ xyxy=(188,202,617,257)
instagram-icon[interactable] xyxy=(175,97,187,109)
paragraph: ಹುಳಿಯಾರು, ಸೆ. 13– ಶ್ರೀ ಕ್ಷೇತ್ರ ಧರ್ಮಸ್ಥಳ ಗ್ರಾಮೀಣಾಭಿವೃದ್ಧಿ ಸಂಸ್ಥೆಯ ಜ್ಞಾನ ವಿಕಾಸ ಕೇಂದ್ರ ನವಿಲೆ ಹಾಗೂ ಚಿಕ್ಕನಾಯಕನಹಳ್ಳಿ, ಆರ್ಥಿಕ ಸಾಕ್ಷರತಾ ಕೇಂದ್ರದ ಸಂಯುಕ್ತಾಶ್ರಯದಲ್ಲಿ ನವಿಲೆ ಗ್ರಾಮದಲ್ಲಿ ಆರ್ಥಿಕ ಸಾಕ್ಷರತಾ ಶಿಬಿರ ನಡೆಸಲಾಯಿತು. xyxy=(587,1404,765,1545)
column-divider xyxy=(1131,1353,1133,2309)
masthead-right: ವಾಣಿ xyxy=(772,90,834,130)
dateline xyxy=(1127,92,1465,125)
separator: I xyxy=(1315,108,1319,124)
registration-dot xyxy=(1438,2335,1454,2367)
headline-vhp-protest xyxy=(1135,1358,1490,1427)
vhp-body-text xyxy=(1135,1582,1490,2309)
registration-dot xyxy=(62,2335,79,2367)
registration-dot xyxy=(1389,2335,1405,2367)
headline-ganapati: ಹಿಂದೂ ಮಹಾಗಣಪತಿಯ ವೈಭವದ ವಿಸರ್ಜನಾ ಮಹೋತ್ಸವ xyxy=(804,619,1460,659)
paragraph: ಕೆಲವು ಕಡೆ ಧ್ವನಿವರ್ಧಕ ಬಳಸಲು ನಿಷೇಧ ಹೇರಿದೆ, ನಮ್ಮ ರಾಜ್ಯದ ಮದ್ದೂರು, ಸಾಗರ ಸೇರಿದಂತೆ ಹಲವು ಸ್ಥಳಗಳಲ್ಲಿ ಗಣೇಶ ಶೋಭಾಯಾತ್ರೆ ಮತ್ತು ವಿಸರ್ಜನಾ ಮೆರವಣಿಗೆಯ ಮೇಲೆ ಅಲ್ಪಸಂಖ್ಯಾತರೆಂಬ ಹಣೆಪಟ್ಟಿ ಹೊತ್ತವರು ಕಲ್ಲು ತೂರಾಟ ನಡೆಸಿದ್ದಾರೆ. xyxy=(1135,1773,1307,1934)
paragraph: ನಗರಸಭೆ ಆಯುಕ್ತರು, ಪುರಸಭೆ ಮುಖ್ಯಾಧಿಕಾರಿಗಳು, ತೋಟಗಾರಿಕೆ ಇಲಾಖೆ ಅಧಿಕಾರಿಗಳು ಸಭೆಯಲ್ಲಿ ಉಪಸ್ಥಿತರಿದ್ದರು. xyxy=(407,1353,578,1432)
photo-literacy-camp xyxy=(771,1402,1127,1588)
paragraph: ಸಂಘದಲ್ಲಿ ಪ್ರಸ್ತುತ 175 ಮಂದಿ ಹಾಲು ಉತ್ಪಾದಕರಿದ್ದು, ಪ್ರತಿನಿತ್ಯ 2780 ಲೀಟರ್ ಹಾಲನ್ನು ಶೇಖರಣೆ ಮಾಡಲಾಗುತ್ತಿದೆ. 2024–25ರಲ್ಲಿ ಒಂದು ಕೋಟಿ 99 ಲಕ್ಷದ 8 ಸಾವಿರದ 668 ರೂ ಮೌಲ್ಯದ ಹಾಲನ್ನು ಒಕ್ಕೂಟಕ್ಕೆ ಮಾರಾಟ ಮಾಡಲಾಗಿದೆ. ಇದರಲ್ಲಿ 43 ಲಕ್ಷದ 22 ಸಾವಿರದ 560 ರೂ. ಮೌಲ್ಯದ ಪಶು ಆಹಾರವನ್ನು ಕೊಂಡು ಉತ್ಪಾದಕರಿಗೆ ಮಾರಾಟ ಮಾಡಲಾಗಿದೆ. ಒಟ್ಟಾರೆ 2024–25ನೇ ಸಾಲಿನಲ್ಲಿ 15 ಲಕ್ಷದ 97 ಸಾವಿರದ 432 ರೂ ವ್ಯಾಪಾರ ಲಾಭ ಗಳಿಸಿದೆ. xyxy=(224,554,580,926)
photo-shg-meeting xyxy=(1138,202,1490,424)
date-en: Saturday 13 September 2025 xyxy=(1127,108,1312,124)
headline-literacy-camp: ಯಶಸ್ವಿ ಆರ್ಥಿಕ ಸಾಕ್ಷರತಾ ಶಿಬಿರ xyxy=(687,1359,1021,1396)
masthead-left: ಸಂಜೆ xyxy=(671,90,732,130)
paragraph: ಮಕ್ಕಳಾದ ಪ್ರೇರಣ್, ಲಾಸ್ಯ, ಸಾಕಿಬ್, ಕುಶಾಲ್ ಕುಮಾರ್, ಭಾರ್ಗವ್, ಮುಲ್ತಾಸಿರ್, ಹರ್ಷಿತ, ಅಕ್ಷತಾ ರವರು ಜಿಲ್ಲಾ ಮಟ್ಟದಲ್ಲಿ ಪ್ರಥಮ ಸ್ಥಾನ ಪಡೆದ ರಾಜ್ಯಮಟ್ಟಕ್ಕೆ ಆಯ್ಕೆಯಾಗಿದ್ದಾರೆ. xyxy=(769,2094,942,2214)
date-kn: ಶನಿವಾರ 13 ಸೆಪ್ಟೆಂಬರ್ 2025 xyxy=(1323,108,1465,124)
registration-dot xyxy=(79,2335,95,2367)
section-divider xyxy=(41,1035,763,1037)
registration-dot xyxy=(46,2335,62,2367)
paragraph: ಕೋಲಾರ, ಸೆ,13–ಕೋಲಾರ ಜಿಲ್ಲೆಯಲ್ಲಿ ಉದ್ಯಾನವನಗಳ ಸ್ವಚ್ಛತೆ ಮಾಡುವ ನಿಟ್ಟಿನಲ್ಲಿ ನಮ್ಮ ಕೋಲಾರ ಜಿಲ್ಲೆಯಲ್ಲಿಯೇ ವಿಶೇಷವಾಗಿ ಒಂದು ತಂಡವನ್ನು ರಚನೆ ಮಾಡಿ ಎಲ್ಲಾ ಭಾಗಗಳಲ್ಲಿಯೂ ಸ್ವಚ್ಛತೆಯನ್ನು ಕಾಪಾಡುವುದು ಮತ್ತು ಜೊತೆಗೆ ಸಾರ್ವಜನಿಕರಿಗೆ ಅರಿವು ಮೂಡಿಸುವ ಕೆಲಸವನ್ನು ಮಾಡಲು ಕೋಲಾರಮ್ಮ ಸ್ವಚ್ಛತಾ ಕಾರ್ಯಪಡೆ ಸಿದ್ಧವಾಗುತ್ತಿದೆ ಎಂದು ತಿಳಿಸಿದರು. xyxy=(41,1095,222,1319)
website-link[interactable]: sanjevani.com xyxy=(49,111,139,127)
paragraph: ಈ ಸಂದರ್ಭದಲ್ಲಿ ಮಾತನಾಡಿದ ಎಸ್‌ಬಿಐ ಬ್ಯಾಂಕ್ ಶಾಖಾ ವ್ಯವಸ್ಥಾಪಕರು, ಜ್ಞಾನ ವಿಕಾಸ ಕೇಂದ್ರಗಳು ಮಹಿಳೆಯರಲ್ಲಿ ಆರ್ಥಿಕ ಶಿಸ್ತು ಮೂಡಿಸುತ್ತಿವೆ. ಕೇಂದ್ರ ಸರ್ಕಾರದ ವಿಮಾ ಯೋಜನೆಗಳ ಪ್ರಯೋಜನ ಪಡೆಯಬೇಕು ಎಂದರು. xyxy=(587,1551,765,1692)
